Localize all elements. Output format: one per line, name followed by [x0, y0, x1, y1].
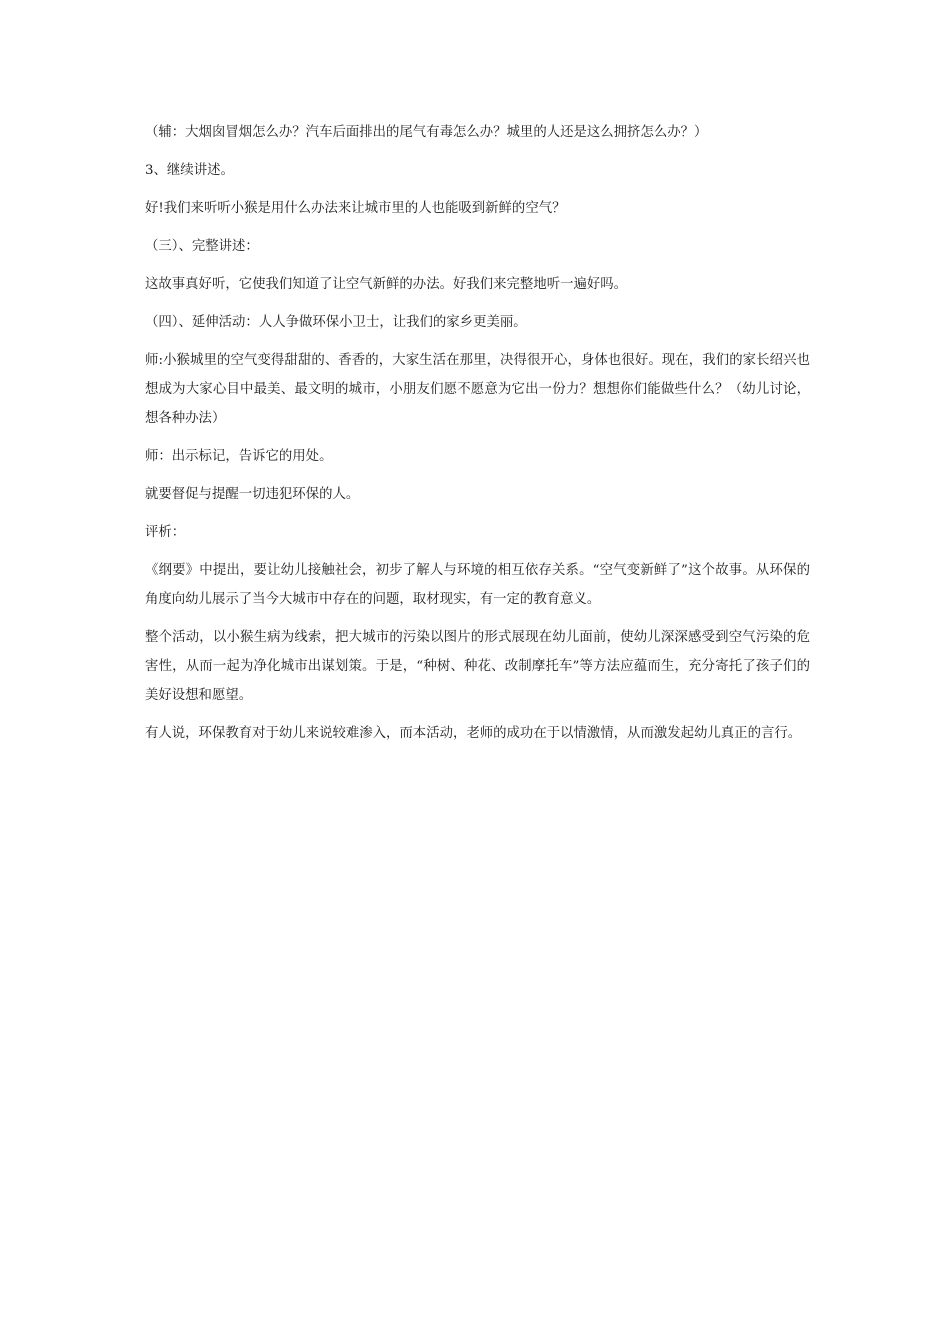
paragraph-aside-question: （辅：大烟囱冒烟怎么办？汽车后面排出的尾气有毒怎么办？城里的人还是这么拥挤怎么办？） [145, 125, 708, 140]
paragraph-commentary-1: 《纲要》中提出，要让幼儿接触社会，初步了解人与环境的相互依存关系。“空气变新鲜了”这个故事。从环保的角度向幼儿展示了当今大城市中存在的问题，取材现实，有一定的教育意义。 [145, 563, 810, 607]
paragraph-teacher-discussion: 师:小猴城里的空气变得甜甜的、香香的，大家生活在那里，决得很开心，身体也很好。现在，我们的家长绍兴也想成为大家心目中最美、最文明的城市，小朋友们愿不愿意为它出一份力？想想你们能做些什么？（幼儿讨论，想各种办法） [145, 353, 810, 426]
section-heading-4: （四）、延伸活动：人人争做环保小卫士，让我们的家乡更美丽。 [145, 315, 527, 330]
paragraph-commentary-2: 整个活动，以小猴生病为线索，把大城市的污染以图片的形式展现在幼儿面前，使幼儿深深感受到空气污染的危害性，从而一起为净化城市出谋划策。于是，“种树、种花、改制摩托车”等方法应蕴而生，充分寄托了孩子们的美好设想和愿望。 [145, 630, 810, 703]
paragraph-teacher-signs: 师：出示标记，告诉它的用处。 [145, 449, 333, 464]
paragraph-full-story: 这故事真好听，它使我们知道了让空气新鲜的办法。好我们来完整地听一遍好吗。 [145, 277, 628, 292]
section-heading-3: （三）、完整讲述： [145, 239, 259, 254]
document-body [145, 118, 810, 757]
heading-commentary: 评析： [145, 525, 186, 540]
paragraph-step-3: 3、继续讲述。 [145, 163, 234, 178]
paragraph-listen-prompt: 好!我们来听听小猴是用什么办法来让城市里的人也能吸到新鲜的空气？ [145, 201, 566, 216]
paragraph-supervise: 就要督促与提醒一切违犯环保的人。 [145, 487, 360, 502]
paragraph-commentary-3: 有人说，环保教育对于幼儿来说较难渗入，而本活动，老师的成功在于以情激情，从而激发起幼儿真正的言行。 [145, 726, 802, 741]
